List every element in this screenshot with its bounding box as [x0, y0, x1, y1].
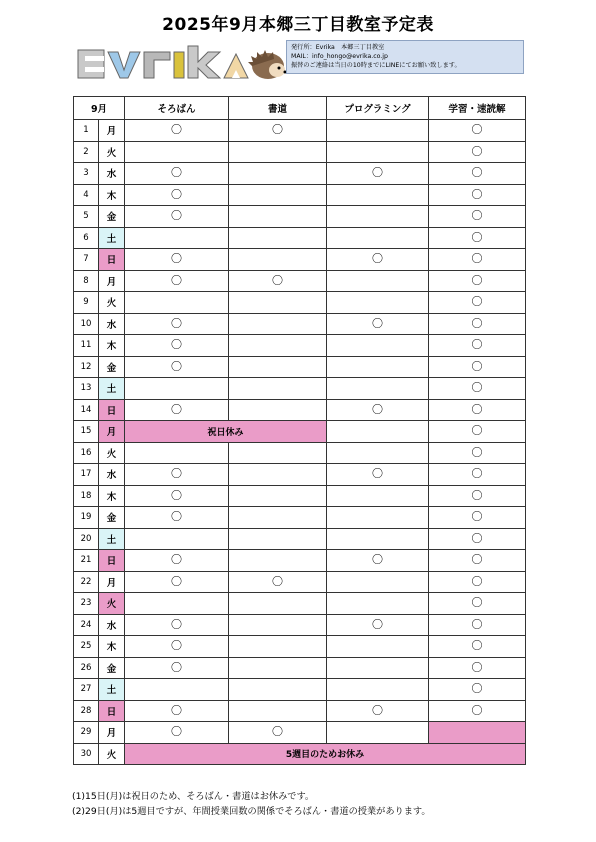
- class-mark: 〇: [471, 445, 483, 459]
- shodo-cell: [229, 206, 327, 228]
- weekday-cell: 木: [99, 184, 125, 206]
- weekday-cell: 火: [99, 141, 125, 163]
- class-mark: 〇: [471, 166, 483, 180]
- day-cell: 16: [74, 442, 99, 464]
- weekday-cell: 土: [99, 528, 125, 550]
- weekday-cell: 木: [99, 636, 125, 658]
- study-cell: [429, 593, 526, 615]
- class-mark: 〇: [471, 488, 483, 502]
- email-line: MAIL：info_hongo@evrika.co.jp: [291, 53, 388, 60]
- soroban-cell: [125, 485, 229, 507]
- table-row: [74, 378, 526, 400]
- class-mark: 〇: [471, 424, 483, 438]
- day-cell: 1: [74, 120, 99, 142]
- study-cell: [429, 292, 526, 314]
- soroban-cell: [125, 679, 229, 701]
- table-row: [74, 141, 526, 163]
- programming-cell: [327, 206, 429, 228]
- shodo-cell: [229, 335, 327, 357]
- day-cell: 13: [74, 378, 99, 400]
- programming-cell: [327, 335, 429, 357]
- study-cell: [429, 184, 526, 206]
- day-cell: 18: [74, 485, 99, 507]
- day-cell: 28: [74, 700, 99, 722]
- study-cell: [429, 550, 526, 572]
- table-row: [74, 722, 526, 744]
- shodo-cell: [229, 249, 327, 271]
- shodo-cell: [229, 614, 327, 636]
- table-row: [74, 184, 526, 206]
- shodo-cell: [229, 270, 327, 292]
- day-cell: 22: [74, 571, 99, 593]
- table-row: [74, 335, 526, 357]
- class-mark: 〇: [471, 531, 483, 545]
- study-cell: [429, 378, 526, 400]
- class-mark: 〇: [272, 725, 283, 739]
- study-cell: [429, 571, 526, 593]
- class-mark: 〇: [471, 187, 483, 201]
- programming-cell: [327, 227, 429, 249]
- weekday-cell: 金: [99, 356, 125, 378]
- study-closed-cell: [429, 722, 526, 744]
- day-cell: 10: [74, 313, 99, 335]
- table-row: [74, 657, 526, 679]
- table-row: [74, 442, 526, 464]
- shodo-cell: [229, 356, 327, 378]
- programming-cell: [327, 141, 429, 163]
- class-mark: 〇: [471, 209, 483, 223]
- class-mark: 〇: [471, 230, 483, 244]
- shodo-cell: [229, 722, 327, 744]
- soroban-cell: [125, 442, 229, 464]
- shodo-cell: [229, 292, 327, 314]
- soroban-cell: [125, 571, 229, 593]
- shodo-header: 書道: [229, 97, 327, 120]
- study-cell: [429, 270, 526, 292]
- class-mark: 〇: [171, 338, 182, 352]
- class-mark: 〇: [471, 639, 483, 653]
- class-mark: 〇: [171, 488, 182, 502]
- weekday-cell: 日: [99, 550, 125, 572]
- day-cell: 2: [74, 141, 99, 163]
- study-cell: [429, 249, 526, 271]
- class-mark: 〇: [272, 273, 283, 287]
- study-cell: [429, 614, 526, 636]
- weekday-cell: 水: [99, 464, 125, 486]
- programming-cell: [327, 464, 429, 486]
- weekday-cell: 日: [99, 700, 125, 722]
- programming-cell: [327, 399, 429, 421]
- study-cell: [429, 227, 526, 249]
- programming-cell: [327, 528, 429, 550]
- table-row: [74, 399, 526, 421]
- class-mark: 〇: [171, 617, 182, 631]
- table-row: [74, 571, 526, 593]
- weekday-cell: 金: [99, 206, 125, 228]
- shodo-cell: [229, 550, 327, 572]
- class-mark: 〇: [372, 467, 383, 481]
- weekday-cell: 日: [99, 399, 125, 421]
- month-header: 9月: [74, 97, 125, 120]
- table-row: [74, 507, 526, 529]
- shodo-cell: [229, 399, 327, 421]
- study-cell: [429, 485, 526, 507]
- table-row: [74, 550, 526, 572]
- soroban-cell: [125, 141, 229, 163]
- holiday-cell: 祝日休み: [125, 421, 327, 443]
- weekday-cell: 水: [99, 614, 125, 636]
- soroban-cell: [125, 163, 229, 185]
- table-row: [74, 464, 526, 486]
- class-mark: 〇: [171, 510, 182, 524]
- table-row: [74, 227, 526, 249]
- class-mark: 〇: [372, 316, 383, 330]
- evrika-logo: [76, 42, 288, 82]
- soroban-cell: [125, 206, 229, 228]
- table-row: [74, 528, 526, 550]
- weekday-cell: 土: [99, 227, 125, 249]
- study-cell: [429, 356, 526, 378]
- soroban-cell: [125, 335, 229, 357]
- class-mark: 〇: [471, 402, 483, 416]
- shodo-cell: [229, 700, 327, 722]
- shodo-cell: [229, 227, 327, 249]
- soroban-cell: [125, 507, 229, 529]
- shodo-cell: [229, 528, 327, 550]
- programming-cell: [327, 313, 429, 335]
- soroban-cell: [125, 722, 229, 744]
- day-cell: 20: [74, 528, 99, 550]
- day-cell: 9: [74, 292, 99, 314]
- soroban-cell: [125, 227, 229, 249]
- programming-cell: [327, 636, 429, 658]
- soroban-cell: [125, 292, 229, 314]
- page-title: 2025年9月本郷三丁目教室予定表: [162, 15, 434, 35]
- table-row: [74, 206, 526, 228]
- table-row: [74, 313, 526, 335]
- weekday-cell: 水: [99, 313, 125, 335]
- weekday-cell: 土: [99, 679, 125, 701]
- class-mark: 〇: [372, 553, 383, 567]
- shodo-cell: [229, 163, 327, 185]
- class-mark: 〇: [471, 338, 483, 352]
- study-cell: [429, 507, 526, 529]
- study-cell: [429, 421, 526, 443]
- day-cell: 23: [74, 593, 99, 615]
- programming-cell: [327, 378, 429, 400]
- day-cell: 8: [74, 270, 99, 292]
- table-row: [74, 593, 526, 615]
- class-mark: 〇: [372, 166, 383, 180]
- programming-cell: [327, 550, 429, 572]
- table-header-row: [74, 97, 526, 120]
- table-row: [74, 485, 526, 507]
- class-mark: 〇: [171, 273, 182, 287]
- study-cell: [429, 206, 526, 228]
- weekday-cell: 金: [99, 657, 125, 679]
- class-mark: 〇: [471, 273, 483, 287]
- table-row: [74, 614, 526, 636]
- weekday-cell: 月: [99, 571, 125, 593]
- class-mark: 〇: [171, 252, 182, 266]
- day-cell: 24: [74, 614, 99, 636]
- shodo-cell: [229, 313, 327, 335]
- programming-cell: [327, 507, 429, 529]
- table-row: [74, 356, 526, 378]
- table-row: [74, 743, 526, 765]
- class-mark: 〇: [471, 660, 483, 674]
- day-cell: 14: [74, 399, 99, 421]
- weekday-cell: 月: [99, 270, 125, 292]
- soroban-cell: [125, 270, 229, 292]
- soroban-cell: [125, 399, 229, 421]
- day-cell: 5: [74, 206, 99, 228]
- programming-cell: [327, 679, 429, 701]
- day-cell: 25: [74, 636, 99, 658]
- class-mark: 〇: [372, 402, 383, 416]
- soroban-cell: [125, 249, 229, 271]
- class-mark: 〇: [171, 316, 182, 330]
- class-mark: 〇: [171, 402, 182, 416]
- day-cell: 7: [74, 249, 99, 271]
- shodo-cell: [229, 120, 327, 142]
- soroban-cell: [125, 313, 229, 335]
- shodo-cell: [229, 485, 327, 507]
- class-mark: 〇: [471, 295, 483, 309]
- programming-cell: [327, 657, 429, 679]
- class-mark: 〇: [471, 703, 483, 717]
- weekday-cell: 水: [99, 163, 125, 185]
- schedule-table: [73, 96, 526, 765]
- table-row: [74, 700, 526, 722]
- class-mark: 〇: [372, 617, 383, 631]
- soroban-cell: [125, 120, 229, 142]
- study-cell: [429, 528, 526, 550]
- weekday-cell: 月: [99, 120, 125, 142]
- class-mark: 〇: [471, 682, 483, 696]
- class-mark: 〇: [471, 359, 483, 373]
- contact-note-line: 振替のご連絡は当日の10時までにLINEにてお願い致します。: [291, 62, 461, 69]
- study-cell: [429, 464, 526, 486]
- shodo-cell: [229, 464, 327, 486]
- day-cell: 30: [74, 743, 99, 765]
- weekday-cell: 日: [99, 249, 125, 271]
- day-cell: 17: [74, 464, 99, 486]
- study-cell: [429, 335, 526, 357]
- class-mark: 〇: [471, 553, 483, 567]
- programming-header: プログラミング: [327, 97, 429, 120]
- soroban-cell: [125, 636, 229, 658]
- day-cell: 3: [74, 163, 99, 185]
- soroban-cell: [125, 593, 229, 615]
- soroban-cell: [125, 700, 229, 722]
- class-mark: 〇: [171, 660, 182, 674]
- study-cell: [429, 141, 526, 163]
- soroban-cell: [125, 464, 229, 486]
- class-mark: 〇: [171, 467, 182, 481]
- programming-cell: [327, 184, 429, 206]
- class-mark: 〇: [471, 574, 483, 588]
- schedule-body: [74, 120, 526, 765]
- weekday-cell: 火: [99, 743, 125, 765]
- class-mark: 〇: [471, 316, 483, 330]
- programming-cell: [327, 614, 429, 636]
- class-mark: 〇: [171, 166, 182, 180]
- day-cell: 12: [74, 356, 99, 378]
- programming-cell: [327, 163, 429, 185]
- study-cell: [429, 163, 526, 185]
- day-cell: 21: [74, 550, 99, 572]
- shodo-cell: [229, 378, 327, 400]
- class-mark: 〇: [372, 252, 383, 266]
- class-mark: 〇: [471, 467, 483, 481]
- closed-cell: 5週目のためお休み: [125, 743, 526, 765]
- hedgehog-icon: [248, 50, 287, 79]
- class-mark: 〇: [471, 252, 483, 266]
- day-cell: 4: [74, 184, 99, 206]
- programming-cell: [327, 421, 429, 443]
- publisher-info-box: [286, 40, 524, 74]
- programming-cell: [327, 571, 429, 593]
- table-row: [74, 421, 526, 443]
- programming-cell: [327, 485, 429, 507]
- class-mark: 〇: [272, 123, 283, 137]
- day-cell: 11: [74, 335, 99, 357]
- weekday-cell: 月: [99, 722, 125, 744]
- class-mark: 〇: [471, 381, 483, 395]
- programming-cell: [327, 722, 429, 744]
- weekday-cell: 木: [99, 485, 125, 507]
- soroban-cell: [125, 550, 229, 572]
- soroban-cell: [125, 378, 229, 400]
- notes: [72, 789, 431, 819]
- programming-cell: [327, 442, 429, 464]
- class-mark: 〇: [471, 596, 483, 610]
- class-mark: 〇: [471, 144, 483, 158]
- programming-cell: [327, 120, 429, 142]
- study-cell: [429, 679, 526, 701]
- soroban-cell: [125, 657, 229, 679]
- weekday-cell: 土: [99, 378, 125, 400]
- shodo-cell: [229, 141, 327, 163]
- class-mark: 〇: [471, 123, 483, 137]
- day-cell: 26: [74, 657, 99, 679]
- shodo-cell: [229, 507, 327, 529]
- table-row: [74, 636, 526, 658]
- shodo-cell: [229, 593, 327, 615]
- programming-cell: [327, 356, 429, 378]
- soroban-header: そろばん: [125, 97, 229, 120]
- class-mark: 〇: [171, 553, 182, 567]
- table-row: [74, 292, 526, 314]
- note-1: (1)15日(月)は祝日のため、そろばん・書道はお休みです。: [72, 791, 315, 802]
- soroban-cell: [125, 614, 229, 636]
- table-row: [74, 120, 526, 142]
- class-mark: 〇: [471, 617, 483, 631]
- soroban-cell: [125, 356, 229, 378]
- class-mark: 〇: [471, 510, 483, 524]
- weekday-cell: 木: [99, 335, 125, 357]
- class-mark: 〇: [171, 574, 182, 588]
- programming-cell: [327, 270, 429, 292]
- programming-cell: [327, 249, 429, 271]
- class-mark: 〇: [171, 725, 182, 739]
- soroban-cell: [125, 528, 229, 550]
- study-cell: [429, 700, 526, 722]
- weekday-cell: 火: [99, 442, 125, 464]
- study-cell: [429, 636, 526, 658]
- class-mark: 〇: [171, 209, 182, 223]
- class-mark: 〇: [272, 574, 283, 588]
- table-row: [74, 249, 526, 271]
- day-cell: 6: [74, 227, 99, 249]
- class-mark: 〇: [372, 703, 383, 717]
- class-mark: 〇: [171, 703, 182, 717]
- shodo-cell: [229, 679, 327, 701]
- class-mark: 〇: [171, 359, 182, 373]
- table-row: [74, 679, 526, 701]
- class-mark: 〇: [171, 639, 182, 653]
- class-mark: 〇: [171, 123, 182, 137]
- study-cell: [429, 657, 526, 679]
- study-cell: [429, 399, 526, 421]
- study-cell: [429, 442, 526, 464]
- class-mark: 〇: [171, 187, 182, 201]
- shodo-cell: [229, 571, 327, 593]
- day-cell: 15: [74, 421, 99, 443]
- day-cell: 27: [74, 679, 99, 701]
- logo-letters: [78, 46, 248, 78]
- soroban-cell: [125, 184, 229, 206]
- programming-cell: [327, 292, 429, 314]
- publisher-line: 発行所：Evrika 本郷三丁目教室: [291, 44, 385, 51]
- shodo-cell: [229, 636, 327, 658]
- study-cell: [429, 120, 526, 142]
- study-header: 学習・速読解: [429, 97, 526, 120]
- day-cell: 19: [74, 507, 99, 529]
- shodo-cell: [229, 657, 327, 679]
- day-cell: 29: [74, 722, 99, 744]
- weekday-cell: 月: [99, 421, 125, 443]
- weekday-cell: 金: [99, 507, 125, 529]
- note-2: (2)29日(月)は5週目ですが、年間授業回数の関係でそろばん・書道の授業があります。: [72, 806, 431, 817]
- weekday-cell: 火: [99, 593, 125, 615]
- weekday-cell: 火: [99, 292, 125, 314]
- programming-cell: [327, 700, 429, 722]
- table-row: [74, 163, 526, 185]
- study-cell: [429, 313, 526, 335]
- shodo-cell: [229, 442, 327, 464]
- programming-cell: [327, 593, 429, 615]
- table-row: [74, 270, 526, 292]
- shodo-cell: [229, 184, 327, 206]
